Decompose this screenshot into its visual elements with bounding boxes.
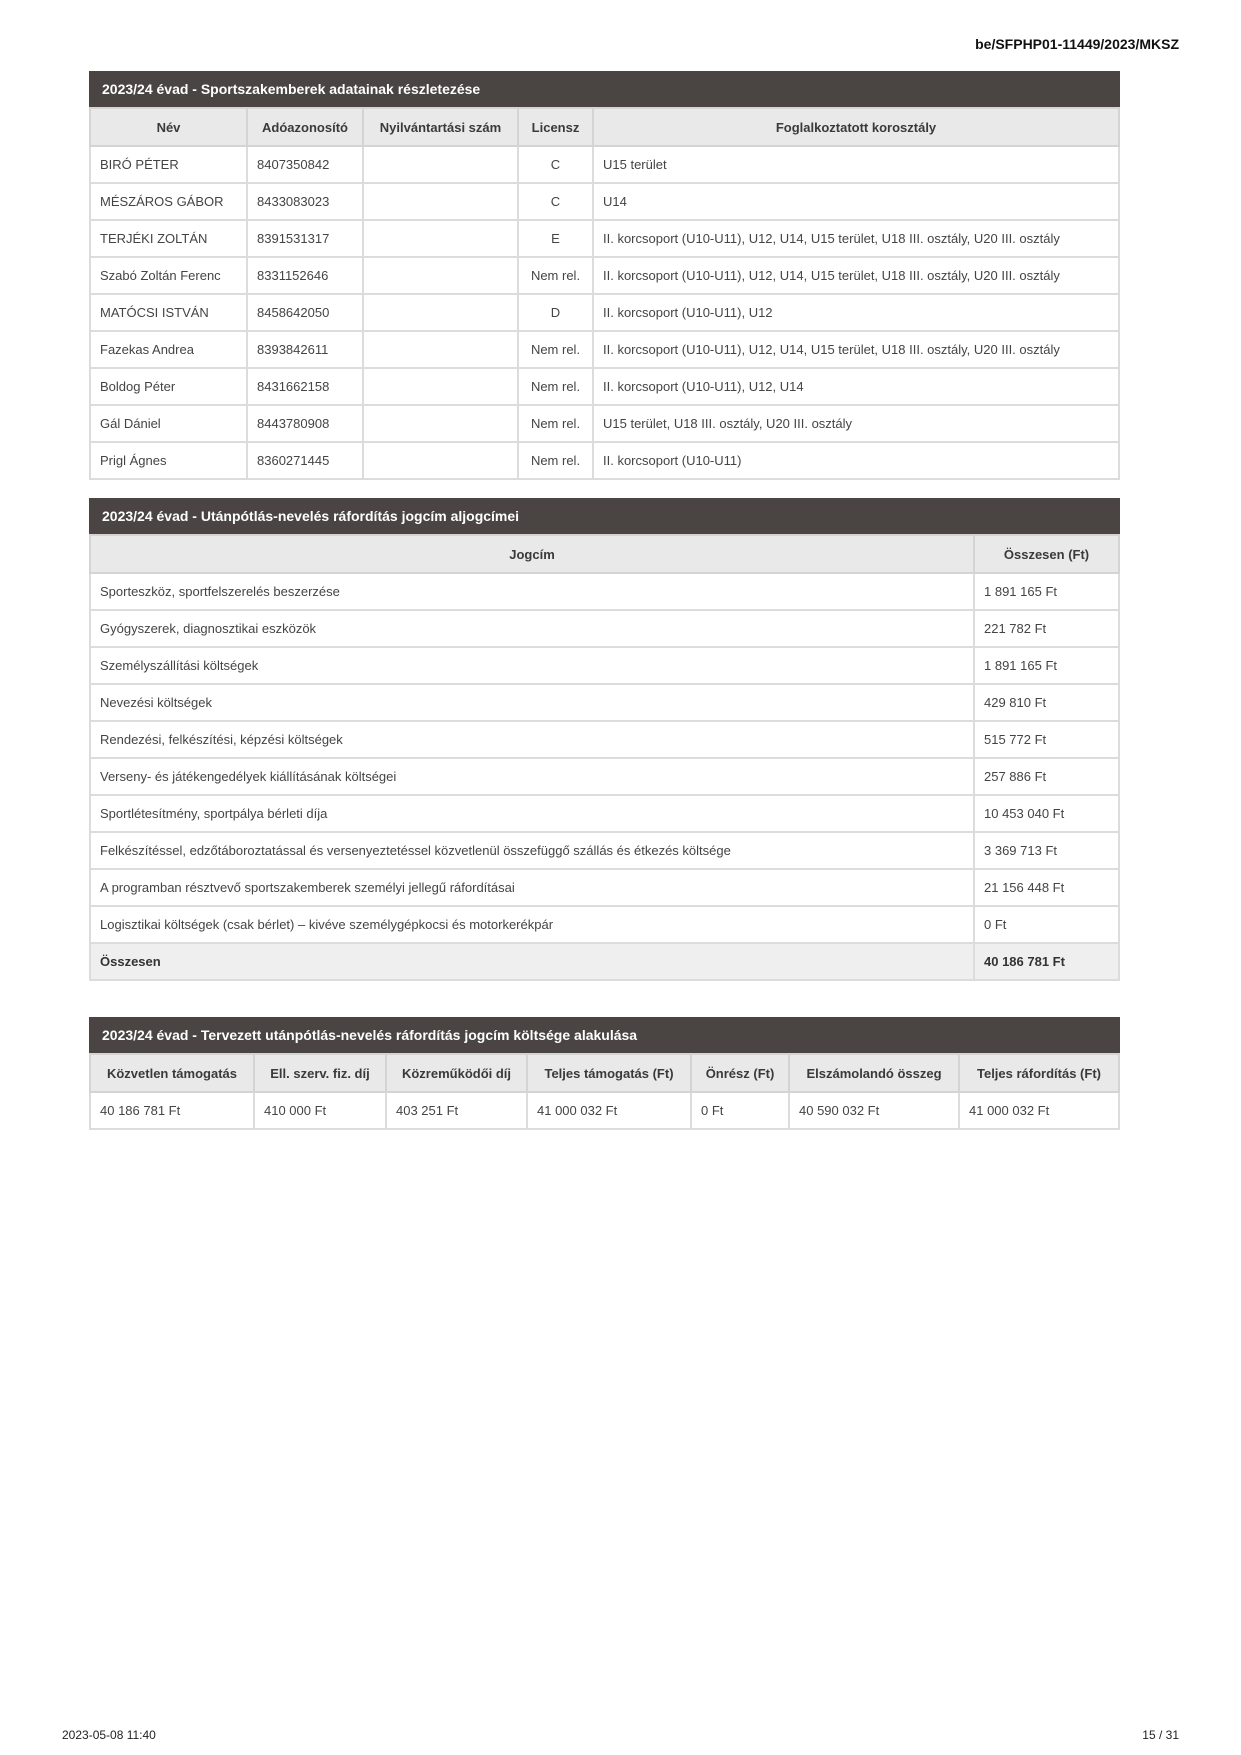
staff-license: C [518, 183, 593, 220]
expense-amount: 21 156 448 Ft [974, 869, 1119, 906]
expense-amount: 0 Ft [974, 906, 1119, 943]
staff-registration-number [363, 331, 518, 368]
subtitles-section-title: 2023/24 évad - Utánpótlás-nevelés ráfordítás jogcím aljogcímei [89, 498, 1120, 534]
footer-timestamp: 2023-05-08 11:40 [62, 1728, 156, 1742]
total-label: Összesen [90, 943, 974, 980]
staff-license: Nem rel. [518, 331, 593, 368]
staff-tax-id: 8360271445 [247, 442, 363, 479]
column-header-age-groups: Foglalkoztatott korosztály [593, 108, 1119, 146]
control-fee-value: 410 000 Ft [254, 1092, 386, 1129]
document-reference: be/SFPHP01-11449/2023/MKSZ [975, 36, 1179, 52]
table-row [90, 869, 1119, 906]
staff-tax-id: 8331152646 [247, 257, 363, 294]
staff-license: Nem rel. [518, 442, 593, 479]
staff-registration-number [363, 146, 518, 183]
planned-section [89, 1017, 1120, 1130]
own-contribution-value: 0 Ft [691, 1092, 789, 1129]
staff-age-groups: II. korcsoport (U10-U11), U12 [593, 294, 1119, 331]
staff-section [89, 71, 1120, 480]
staff-table [89, 107, 1120, 480]
expense-amount: 1 891 165 Ft [974, 647, 1119, 684]
table-row [90, 368, 1119, 405]
expense-amount: 515 772 Ft [974, 721, 1119, 758]
staff-age-groups: II. korcsoport (U10-U11), U12, U14, U15 terület, U18 III. osztály, U20 III. osztály [593, 220, 1119, 257]
table-row [90, 405, 1119, 442]
expense-title: A programban résztvevő sportszakemberek személyi jellegű ráfordításai [90, 869, 974, 906]
table-row [90, 832, 1119, 869]
total-expenditure-value: 41 000 032 Ft [959, 1092, 1119, 1129]
planned-section-title: 2023/24 évad - Tervezett utánpótlás-nevelés ráfordítás jogcím költsége alakulása [89, 1017, 1120, 1053]
staff-age-groups: II. korcsoport (U10-U11), U12, U14 [593, 368, 1119, 405]
staff-age-groups: II. korcsoport (U10-U11), U12, U14, U15 terület, U18 III. osztály, U20 III. osztály [593, 331, 1119, 368]
expense-title: Sporteszköz, sportfelszerelés beszerzése [90, 573, 974, 610]
staff-name: MÉSZÁROS GÁBOR [90, 183, 247, 220]
column-header-total-support: Teljes támogatás (Ft) [527, 1054, 691, 1092]
expense-title: Sportlétesítmény, sportpálya bérleti díja [90, 795, 974, 832]
staff-section-title: 2023/24 évad - Sportszakemberek adatainak részletezése [89, 71, 1120, 107]
expense-title: Személyszállítási költségek [90, 647, 974, 684]
staff-tax-id: 8407350842 [247, 146, 363, 183]
column-header-license: Licensz [518, 108, 593, 146]
table-row [90, 573, 1119, 610]
staff-name: Fazekas Andrea [90, 331, 247, 368]
column-header-direct-support: Közvetlen támogatás [90, 1054, 254, 1092]
staff-tax-id: 8458642050 [247, 294, 363, 331]
total-row [90, 943, 1119, 980]
column-header-intermediary-fee: Közreműködői díj [386, 1054, 527, 1092]
table-row [90, 183, 1119, 220]
subtitles-table [89, 534, 1120, 981]
subtitles-section [89, 498, 1120, 981]
expense-amount: 257 886 Ft [974, 758, 1119, 795]
table-row [90, 610, 1119, 647]
staff-registration-number [363, 183, 518, 220]
column-header-total: Összesen (Ft) [974, 535, 1119, 573]
table-row [90, 331, 1119, 368]
staff-name: BIRÓ PÉTER [90, 146, 247, 183]
staff-registration-number [363, 368, 518, 405]
staff-registration-number [363, 442, 518, 479]
column-header-total-expenditure: Teljes ráfordítás (Ft) [959, 1054, 1119, 1092]
column-header-accountable-amount: Elszámolandó összeg [789, 1054, 959, 1092]
expense-title: Gyógyszerek, diagnosztikai eszközök [90, 610, 974, 647]
staff-license: D [518, 294, 593, 331]
table-row [90, 146, 1119, 183]
table-row [90, 906, 1119, 943]
expense-amount: 3 369 713 Ft [974, 832, 1119, 869]
staff-registration-number [363, 220, 518, 257]
column-header-registration-number: Nyilvántartási szám [363, 108, 518, 146]
staff-name: Gál Dániel [90, 405, 247, 442]
staff-license: C [518, 146, 593, 183]
table-row [90, 294, 1119, 331]
table-row [90, 647, 1119, 684]
staff-tax-id: 8393842611 [247, 331, 363, 368]
table-row [90, 758, 1119, 795]
staff-name: TERJÉKI ZOLTÁN [90, 220, 247, 257]
staff-license: Nem rel. [518, 405, 593, 442]
staff-age-groups: U15 terület [593, 146, 1119, 183]
staff-age-groups: U14 [593, 183, 1119, 220]
staff-tax-id: 8391531317 [247, 220, 363, 257]
expense-amount: 1 891 165 Ft [974, 573, 1119, 610]
expense-title: Verseny- és játékengedélyek kiállításának költségei [90, 758, 974, 795]
staff-license: Nem rel. [518, 257, 593, 294]
staff-registration-number [363, 405, 518, 442]
staff-age-groups: U15 terület, U18 III. osztály, U20 III. osztály [593, 405, 1119, 442]
column-header-tax-id: Adóazonosító [247, 108, 363, 146]
table-row [90, 721, 1119, 758]
expense-title: Logisztikai költségek (csak bérlet) – kivéve személygépkocsi és motorkerékpár [90, 906, 974, 943]
expense-amount: 10 453 040 Ft [974, 795, 1119, 832]
direct-support-value: 40 186 781 Ft [90, 1092, 254, 1129]
table-row [90, 442, 1119, 479]
staff-license: Nem rel. [518, 368, 593, 405]
staff-age-groups: II. korcsoport (U10-U11) [593, 442, 1119, 479]
subtitles-header-row [90, 535, 1119, 573]
column-header-control-fee: Ell. szerv. fiz. díj [254, 1054, 386, 1092]
staff-name: Szabó Zoltán Ferenc [90, 257, 247, 294]
staff-registration-number [363, 257, 518, 294]
staff-license: E [518, 220, 593, 257]
staff-name: Prigl Ágnes [90, 442, 247, 479]
staff-registration-number [363, 294, 518, 331]
expense-amount: 221 782 Ft [974, 610, 1119, 647]
expense-title: Felkészítéssel, edzőtáboroztatással és versenyeztetéssel közvetlenül összefüggő szállás és étkezés költsége [90, 832, 974, 869]
staff-name: Boldog Péter [90, 368, 247, 405]
column-header-own-contribution: Önrész (Ft) [691, 1054, 789, 1092]
column-header-title: Jogcím [90, 535, 974, 573]
expense-title: Nevezési költségek [90, 684, 974, 721]
planned-table [89, 1053, 1120, 1130]
column-header-name: Név [90, 108, 247, 146]
planned-header-row [90, 1054, 1119, 1092]
table-row [90, 257, 1119, 294]
table-row [90, 684, 1119, 721]
expense-amount: 429 810 Ft [974, 684, 1119, 721]
total-amount: 40 186 781 Ft [974, 943, 1119, 980]
staff-tax-id: 8443780908 [247, 405, 363, 442]
table-row [90, 1092, 1119, 1129]
staff-tax-id: 8433083023 [247, 183, 363, 220]
total-support-value: 41 000 032 Ft [527, 1092, 691, 1129]
expense-title: Rendezési, felkészítési, képzési költségek [90, 721, 974, 758]
staff-header-row [90, 108, 1119, 146]
staff-name: MATÓCSI ISTVÁN [90, 294, 247, 331]
staff-age-groups: II. korcsoport (U10-U11), U12, U14, U15 terület, U18 III. osztály, U20 III. osztály [593, 257, 1119, 294]
intermediary-fee-value: 403 251 Ft [386, 1092, 527, 1129]
staff-tax-id: 8431662158 [247, 368, 363, 405]
accountable-amount-value: 40 590 032 Ft [789, 1092, 959, 1129]
table-row [90, 220, 1119, 257]
footer-page-number: 15 / 31 [1142, 1728, 1179, 1742]
table-row [90, 795, 1119, 832]
